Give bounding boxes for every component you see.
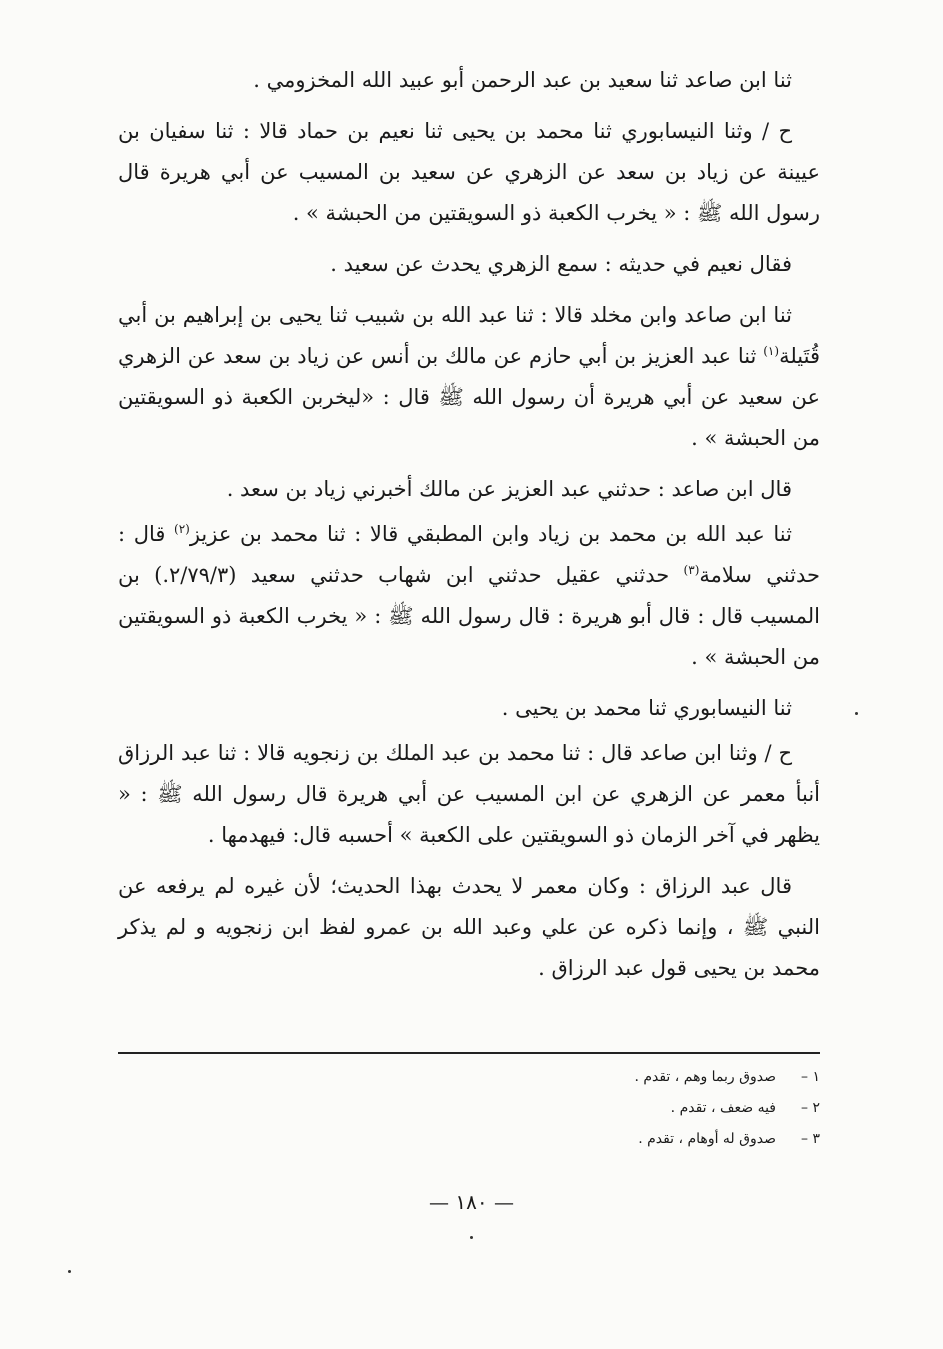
footnote-number: ١ – xyxy=(801,1069,820,1085)
paragraph-2: ح / وثنا النيسابوري ثنا محمد بن يحيى ثنا نعيم بن حماد قالا : ثنا سفيان بن عيينة عن زياد بن سعد عن الزهري عن سعيد بن المسيب عن أبي هريرة قال رسول الله ﷺ : « يخرب الكعبة ذو السويقتين من الحبشة » . xyxy=(118,119,820,225)
footnote-number: ٣ – xyxy=(801,1131,820,1147)
paragraph-5: قال ابن صاعد : حدثني عبد العزيز عن مالك أخبرني زياد بن سعد . xyxy=(226,477,792,501)
scan-speck xyxy=(855,712,858,715)
paragraph-3: فقال نعيم في حديثه : سمع الزهري يحدث عن سعيد . xyxy=(330,252,792,276)
paragraph-4-after: ثنا عبد العزيز بن أبي حازم عن مالك بن أنس عن زياد بن سعد عن الزهري عن سعيد عن أبي هريرة أن رسول الله ﷺ قال : «ليخربن الكعبة ذو السويقتين من الحبشة » . xyxy=(118,344,820,450)
footnote-text: فيه ضعف ، تقدم . xyxy=(670,1100,776,1116)
footnote-2 xyxy=(118,1093,820,1124)
paragraph-4 xyxy=(118,295,820,459)
footnote-text: صدوق ربما وهم ، تقدم . xyxy=(634,1069,776,1085)
paragraph-6-after: حدثني عقيل حدثني ابن شهاب حدثني سعيد (٢/٧٩/٣.) بن المسيب قال : قال أبو هريرة : قال رسول الله ﷺ : « يخرب الكعبة ذو السويقتين من الحبشة » . xyxy=(118,563,820,669)
paragraph-8: ح / وثنا ابن صاعد قال : ثنا محمد بن عبد الملك بن زنجويه قالا : ثنا عبد الرزاق أنبأ معمر عن الزهري عن ابن المسيب عن أبي هريرة قال رسول الله ﷺ : « يظهر في آخر الزمان ذو السويقتين على الكعبة » أحسبه قال: فيهدمها . xyxy=(118,741,820,847)
footnote-text: صدوق له أوهام ، تقدم . xyxy=(638,1131,776,1147)
footnote-number: ٢ – xyxy=(801,1100,820,1116)
footnote-1 xyxy=(118,1062,820,1093)
paragraph-6-before: ثنا عبد الله بن محمد بن زياد وابن المطبقي قالا : ثنا محمد بن عزيز xyxy=(189,522,792,546)
scan-speck xyxy=(470,1236,473,1239)
paragraph-7: ثنا النيسابوري ثنا محمد بن يحيى . xyxy=(501,696,792,720)
paragraph-4-before: ثنا ابن صاعد وابن مخلد قالا : ثنا عبد الله بن شبيب ثنا يحيى بن إبراهيم بن أبي قُتَيلة xyxy=(118,303,820,368)
scan-speck xyxy=(68,1270,71,1273)
main-text xyxy=(118,60,820,999)
footnote-rule xyxy=(118,1052,820,1054)
footnotes-section xyxy=(118,1052,820,1155)
paragraph-1: ثنا ابن صاعد ثنا سعيد بن عبد الرحمن أبو عبيد الله المخزومي . xyxy=(253,68,792,92)
paragraph-6-mid: قال : حدثني سلامة xyxy=(118,522,820,587)
footnote-ref-3: (٣) xyxy=(683,563,700,577)
paragraph-9: قال عبد الرزاق : وكان معمر لا يحدث بهذا الحديث؛ لأن غيره لم يرفعه عن النبي ﷺ ، وإنما ذكره عن علي وعبد الله بن عمرو لفظ ابن زنجويه و لم يذكر محمد بن يحيى قول عبد الرزاق . xyxy=(118,874,820,980)
footnote-ref-2: (٢) xyxy=(174,522,190,536)
paragraph-6 xyxy=(118,514,820,678)
footnote-ref-1: (١) xyxy=(763,344,780,358)
footnote-3 xyxy=(118,1124,820,1155)
page-number: — ١٨٠ — xyxy=(429,1190,514,1214)
